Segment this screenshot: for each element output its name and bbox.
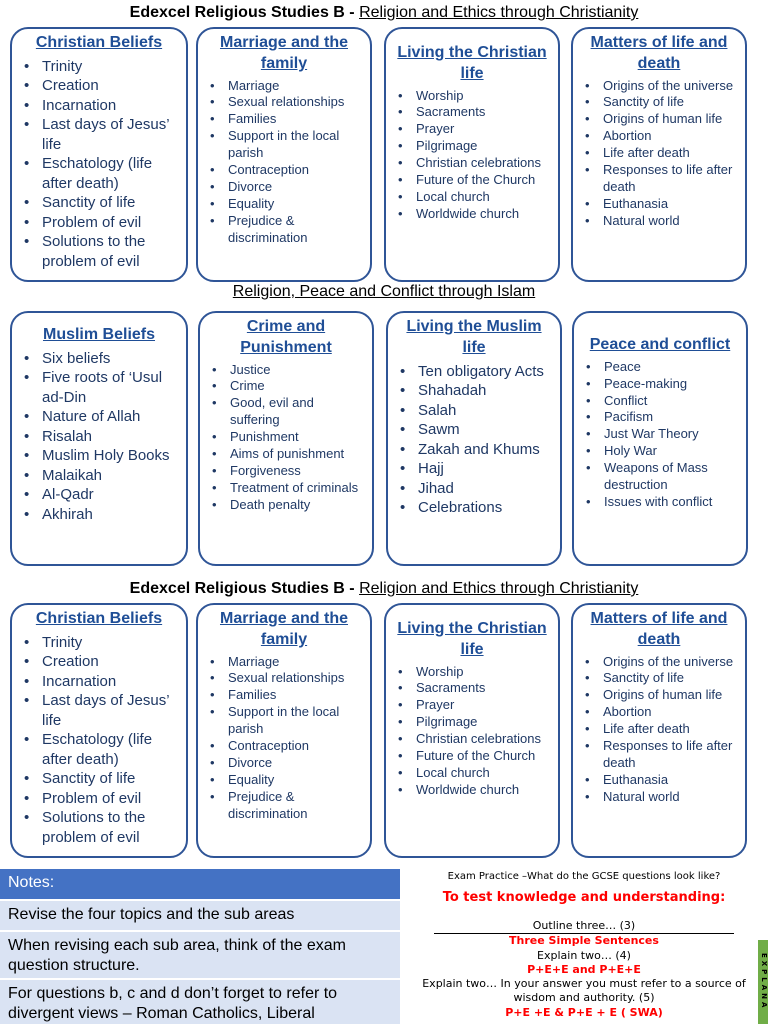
list-item: • Divorce bbox=[204, 755, 364, 772]
exam-question-explain: Explain two… (4) bbox=[537, 948, 631, 962]
list-item: • Sacraments bbox=[392, 680, 552, 697]
topic-list bbox=[392, 664, 552, 799]
list-item: • Sexual relationships bbox=[204, 670, 364, 687]
topic-list bbox=[18, 633, 180, 848]
list-item: • Worldwide church bbox=[392, 782, 552, 799]
topic-list bbox=[18, 349, 180, 525]
card-marriage-family bbox=[196, 603, 372, 858]
list-item: • Origins of the universe bbox=[579, 654, 739, 671]
list-item: • Christian celebrations bbox=[392, 731, 552, 748]
card-living-christian-life bbox=[384, 27, 560, 282]
exam-heading: Exam Practice –What do the GCSE questions look like? bbox=[447, 871, 721, 882]
list-item: • Solutions to the problem of evil bbox=[18, 808, 180, 847]
list-item: • Issues with conflict bbox=[580, 494, 740, 511]
topic-list bbox=[579, 654, 739, 806]
list-item: • Origins of human life bbox=[579, 111, 739, 128]
list-item: • Creation bbox=[18, 652, 180, 672]
list-item: • Responses to life after death bbox=[579, 738, 739, 772]
card-christian-beliefs bbox=[10, 27, 188, 282]
list-item: • Death penalty bbox=[206, 497, 366, 514]
card-living-muslim-life bbox=[386, 311, 562, 566]
card-title: Crime and Punishment bbox=[240, 318, 332, 356]
list-item: • Pilgrimage bbox=[392, 138, 552, 155]
list-item: • Origins of the universe bbox=[579, 78, 739, 95]
list-item: • Families bbox=[204, 111, 364, 128]
list-item: • Abortion bbox=[579, 128, 739, 145]
list-item: • Worldwide church bbox=[392, 206, 552, 223]
list-item: • Peace-making bbox=[580, 376, 740, 393]
topic-list bbox=[204, 78, 364, 247]
exam-answer-guide: P+E+E and P+E+E bbox=[527, 962, 641, 976]
list-item: • Crime bbox=[206, 378, 366, 395]
list-item: • Aims of punishment bbox=[206, 446, 366, 463]
list-item: • Creation bbox=[18, 76, 180, 96]
list-item: • Incarnation bbox=[18, 672, 180, 692]
list-item: • Holy War bbox=[580, 443, 740, 460]
list-item: • Natural world bbox=[579, 789, 739, 806]
list-item: • Worship bbox=[392, 88, 552, 105]
card-christian-beliefs bbox=[10, 603, 188, 858]
list-item: • Peace bbox=[580, 359, 740, 376]
list-item: • Ten obligatory Acts bbox=[394, 362, 554, 382]
topic-list bbox=[579, 78, 739, 230]
section-subtitle: Religion and Ethics through Christianity bbox=[359, 580, 639, 597]
list-item: • Forgiveness bbox=[206, 463, 366, 480]
list-item: • Problem of evil bbox=[18, 213, 180, 233]
section-subtitle: Religion, Peace and Conflict through Islam bbox=[232, 283, 536, 300]
note-row: For questions b, c and d don’t forget to refer to divergent views – Roman Catholics, Liberal bbox=[0, 978, 400, 1024]
list-item: • Sanctity of life bbox=[18, 769, 180, 789]
section-title-christianity-repeat bbox=[0, 580, 768, 598]
topic-list bbox=[18, 57, 180, 272]
list-item: • Worship bbox=[392, 664, 552, 681]
card-title: Christian Beliefs bbox=[35, 34, 163, 51]
topic-list bbox=[206, 362, 366, 514]
card-title: Christian Beliefs bbox=[35, 610, 163, 627]
list-item: • Future of the Church bbox=[392, 172, 552, 189]
list-item: • Natural world bbox=[579, 213, 739, 230]
list-item: • Al-Qadr bbox=[18, 485, 180, 505]
list-item: • Families bbox=[204, 687, 364, 704]
list-item: • Sanctity of life bbox=[579, 94, 739, 111]
list-item: • Responses to life after death bbox=[579, 162, 739, 196]
exam-question-explain-swa: Explain two… In your answer you must refer to a source of wisdom and authority. (5) bbox=[422, 977, 746, 1005]
list-item: • Just War Theory bbox=[580, 426, 740, 443]
list-item: • Sanctity of life bbox=[579, 670, 739, 687]
list-item: • Contraception bbox=[204, 162, 364, 179]
list-item: • Origins of human life bbox=[579, 687, 739, 704]
card-marriage-family bbox=[196, 27, 372, 282]
exam-answer-guide: P+E +E & P+E + E ( SWA) bbox=[505, 1005, 663, 1019]
list-item: • Divorce bbox=[204, 179, 364, 196]
card-title: Matters of life and death bbox=[590, 34, 728, 72]
list-item: • Trinity bbox=[18, 633, 180, 653]
list-item: • Equality bbox=[204, 196, 364, 213]
list-item: • Punishment bbox=[206, 429, 366, 446]
list-item: • Contraception bbox=[204, 738, 364, 755]
list-item: • Sacraments bbox=[392, 104, 552, 121]
list-item: • Local church bbox=[392, 189, 552, 206]
list-item: • Euthanasia bbox=[579, 772, 739, 789]
section-title-islam bbox=[0, 283, 768, 301]
list-item: • Christian celebrations bbox=[392, 155, 552, 172]
card-living-christian-life bbox=[384, 603, 560, 858]
list-item: • Hajj bbox=[394, 459, 554, 479]
list-item: • Jihad bbox=[394, 479, 554, 499]
list-item: • Sexual relationships bbox=[204, 94, 364, 111]
list-item: • Sawm bbox=[394, 420, 554, 440]
topic-list bbox=[204, 654, 364, 823]
list-item: • Eschatology (life after death) bbox=[18, 730, 180, 769]
topic-list bbox=[580, 359, 740, 511]
list-item: • Solutions to the problem of evil bbox=[18, 232, 180, 271]
exam-question-outline: Outline three… (3) bbox=[532, 919, 636, 932]
list-item: • Life after death bbox=[579, 721, 739, 738]
topic-list bbox=[392, 88, 552, 223]
list-item: • Support in the local parish bbox=[204, 704, 364, 738]
list-item: • Marriage bbox=[204, 78, 364, 95]
list-item: • Last days of Jesus’ life bbox=[18, 115, 180, 154]
list-item: • Trinity bbox=[18, 57, 180, 77]
card-title: Matters of life and death bbox=[590, 610, 728, 648]
list-item: • Good, evil and suffering bbox=[206, 395, 366, 429]
list-item: • Salah bbox=[394, 401, 554, 421]
list-item: • Shahadah bbox=[394, 381, 554, 401]
list-item: • Incarnation bbox=[18, 96, 180, 116]
list-item: • Celebrations bbox=[394, 498, 554, 518]
section-subtitle: Religion and Ethics through Christianity bbox=[359, 4, 639, 21]
list-item: • Prejudice & discrimination bbox=[204, 213, 364, 247]
card-title: Living the Christian life bbox=[397, 620, 547, 658]
list-item: • Pacifism bbox=[580, 409, 740, 426]
list-item: • Future of the Church bbox=[392, 748, 552, 765]
section-title-christianity bbox=[0, 4, 768, 22]
card-matters-life-death bbox=[571, 27, 747, 282]
note-row: Revise the four topics and the sub areas bbox=[0, 899, 400, 930]
card-title: Marriage and the family bbox=[219, 34, 349, 72]
card-title: Living the Muslim life bbox=[406, 318, 542, 356]
card-title: Marriage and the family bbox=[219, 610, 349, 648]
list-item: • Sanctity of life bbox=[18, 193, 180, 213]
list-item: • Five roots of ‘Usul ad-Din bbox=[18, 368, 180, 407]
card-title: Peace and conflict bbox=[589, 336, 731, 353]
card-title: Living the Christian life bbox=[397, 44, 547, 82]
list-item: • Justice bbox=[206, 362, 366, 379]
list-item: • Support in the local parish bbox=[204, 128, 364, 162]
list-item: • Marriage bbox=[204, 654, 364, 671]
list-item: • Local church bbox=[392, 765, 552, 782]
notes-header: Notes: bbox=[0, 869, 400, 899]
list-item: • Treatment of criminals bbox=[206, 480, 366, 497]
list-item: • Conflict bbox=[580, 393, 740, 410]
list-item: • Prejudice & discrimination bbox=[204, 789, 364, 823]
list-item: • Akhirah bbox=[18, 505, 180, 525]
list-item: • Problem of evil bbox=[18, 789, 180, 809]
card-muslim-beliefs bbox=[10, 311, 188, 566]
note-row: When revising each sub area, think of the exam question structure. bbox=[0, 930, 400, 978]
section-lead: Edexcel Religious Studies B - bbox=[129, 4, 360, 21]
list-item: • Pilgrimage bbox=[392, 714, 552, 731]
card-peace-conflict bbox=[572, 311, 748, 566]
side-strip-label: EXPLANA bbox=[758, 940, 768, 1024]
list-item: • Life after death bbox=[579, 145, 739, 162]
exam-answer-guide: Three Simple Sentences bbox=[509, 934, 659, 948]
list-item: • Risalah bbox=[18, 427, 180, 447]
list-item: • Malaikah bbox=[18, 466, 180, 486]
list-item: • Zakah and Khums bbox=[394, 440, 554, 460]
list-item: • Nature of Allah bbox=[18, 407, 180, 427]
list-item: • Six beliefs bbox=[18, 349, 180, 369]
exam-practice-panel bbox=[412, 868, 756, 1024]
exam-subheading: To test knowledge and understanding: bbox=[442, 890, 726, 905]
list-item: • Eschatology (life after death) bbox=[18, 154, 180, 193]
topic-list bbox=[394, 362, 554, 518]
card-matters-life-death bbox=[571, 603, 747, 858]
list-item: • Prayer bbox=[392, 121, 552, 138]
list-item: • Weapons of Mass destruction bbox=[580, 460, 740, 494]
section-lead: Edexcel Religious Studies B - bbox=[129, 580, 360, 597]
card-crime-punishment bbox=[198, 311, 374, 566]
list-item: • Abortion bbox=[579, 704, 739, 721]
list-item: • Last days of Jesus’ life bbox=[18, 691, 180, 730]
list-item: • Muslim Holy Books bbox=[18, 446, 180, 466]
list-item: • Prayer bbox=[392, 697, 552, 714]
list-item: • Euthanasia bbox=[579, 196, 739, 213]
card-title: Muslim Beliefs bbox=[42, 326, 156, 343]
list-item: • Equality bbox=[204, 772, 364, 789]
